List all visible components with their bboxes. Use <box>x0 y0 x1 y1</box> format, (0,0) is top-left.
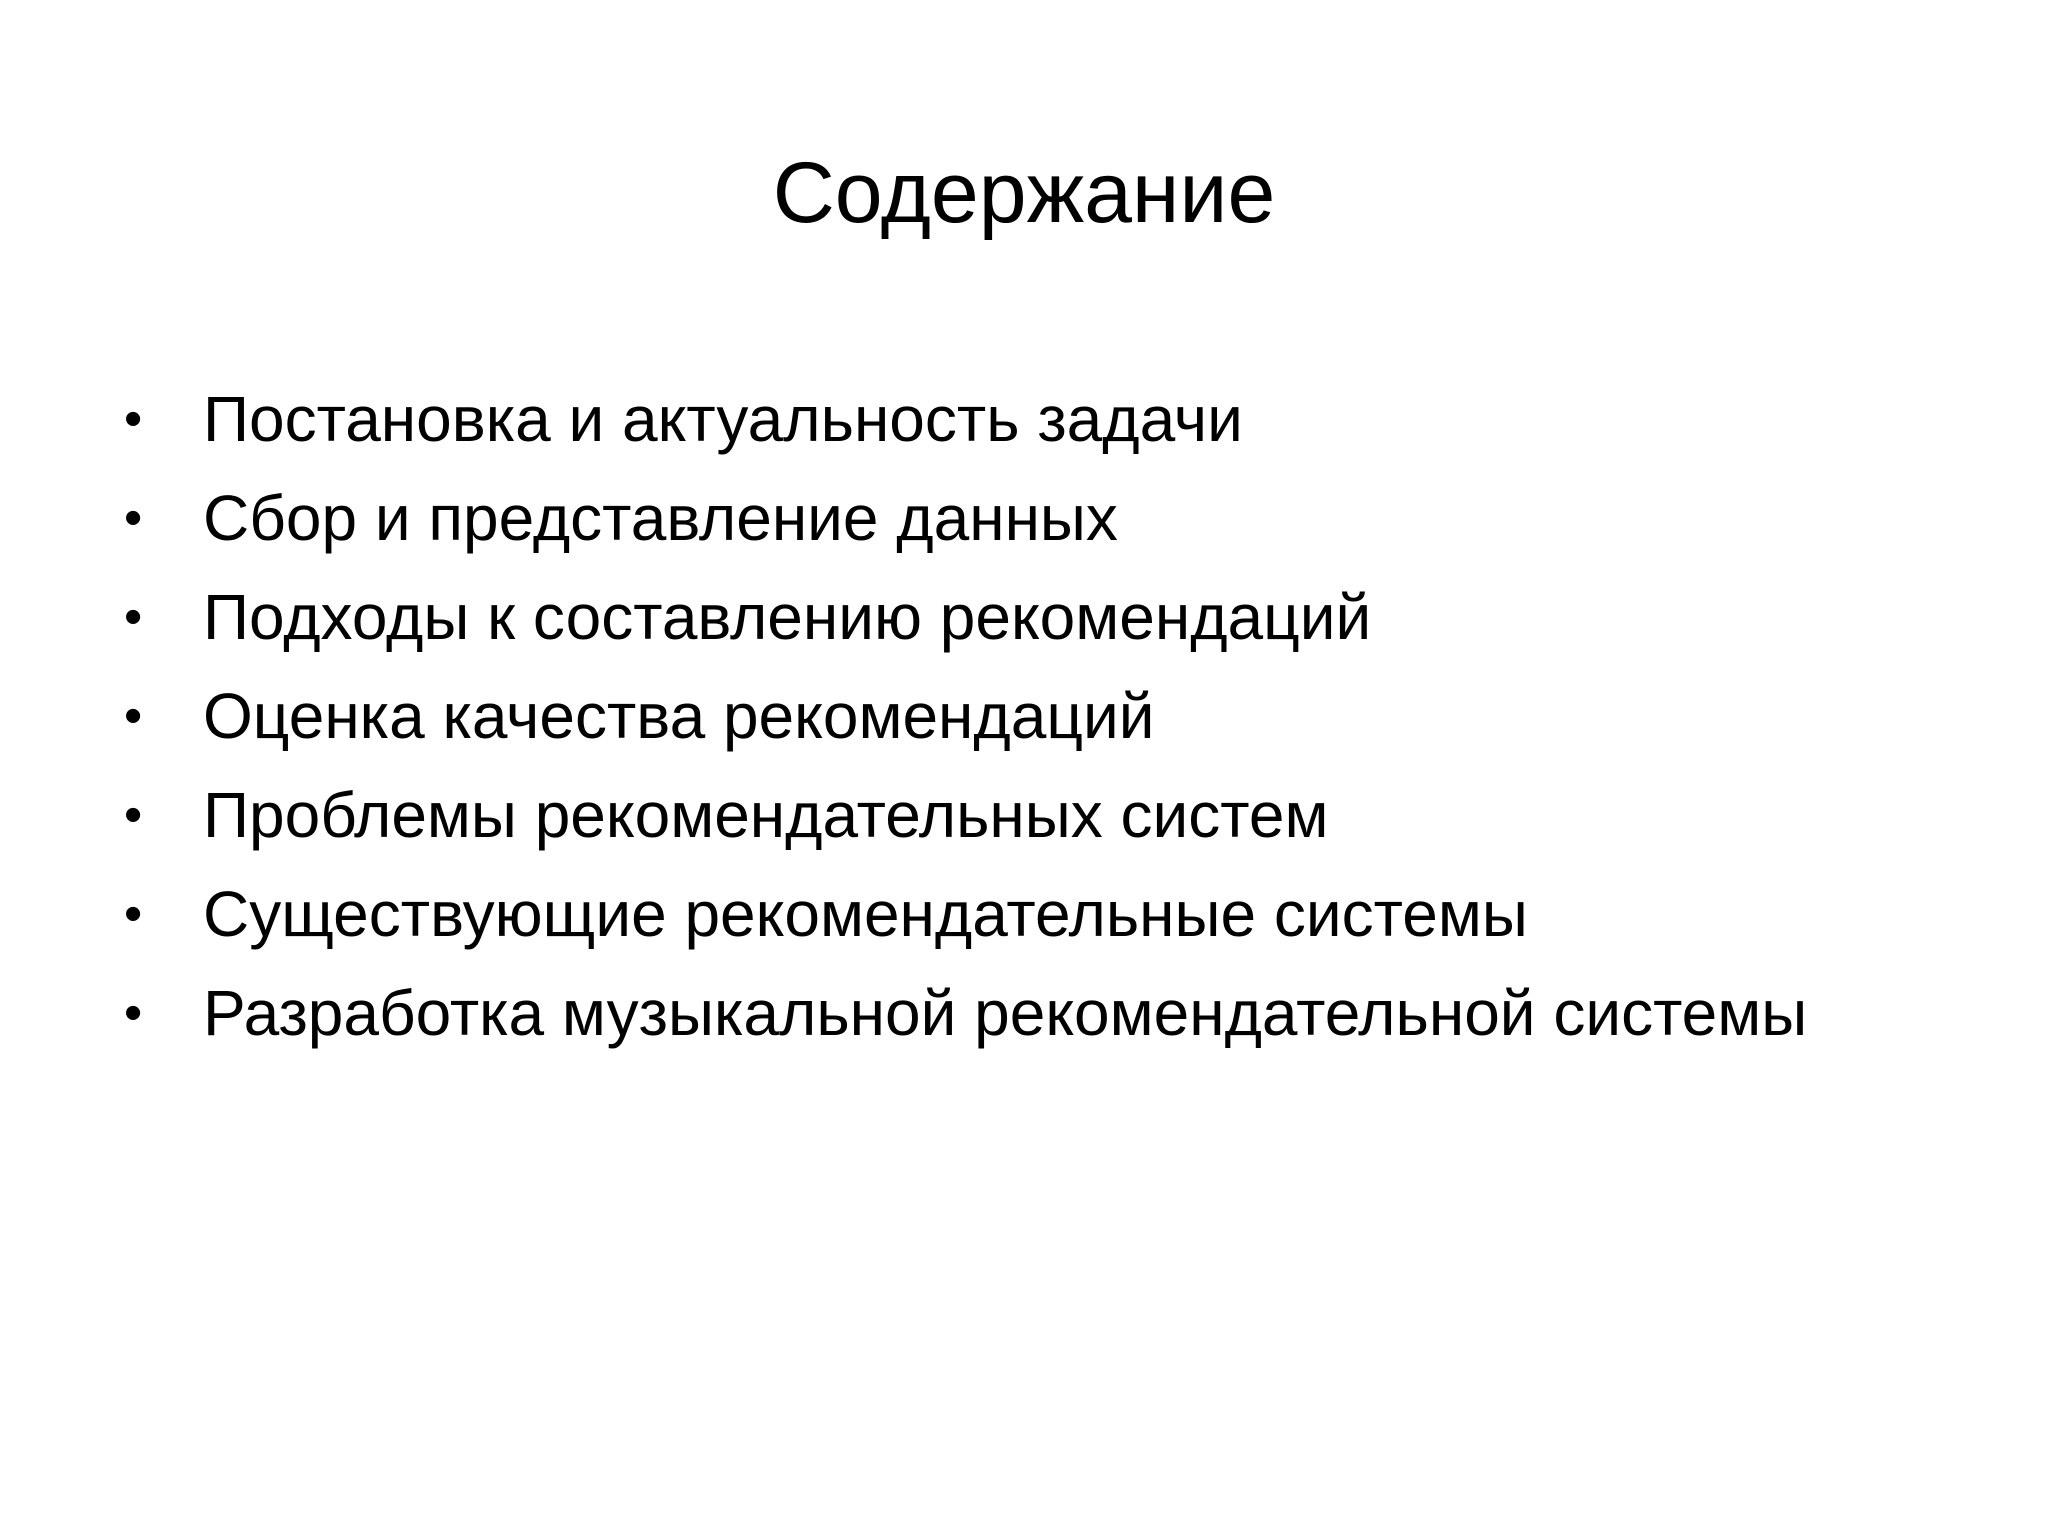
list-item <box>0 667 2048 766</box>
bullet-icon: • <box>124 588 143 646</box>
list-item <box>0 568 2048 667</box>
list-item-label: Существующие рекомендательные системы <box>203 878 1528 950</box>
list-item-label: Проблемы рекомендательных систем <box>203 779 1329 851</box>
slide-title: Содержание <box>772 145 1276 241</box>
list-item <box>0 370 2048 469</box>
list-item <box>0 766 2048 865</box>
bullet-icon: • <box>124 984 143 1042</box>
list-item-label: Сбор и представление данных <box>203 482 1118 554</box>
bullet-icon: • <box>124 786 143 844</box>
list-item-label: Постановка и актуальность задачи <box>203 383 1243 455</box>
list-item <box>0 964 2048 1063</box>
bullet-icon: • <box>124 390 143 448</box>
list-item-label: Подходы к составлению рекомендаций <box>203 581 1372 653</box>
list-item <box>0 469 2048 568</box>
list-item <box>0 865 2048 964</box>
list-item-label: Оценка качества рекомендаций <box>203 680 1155 752</box>
bullet-icon: • <box>124 489 143 547</box>
bullet-list <box>0 370 2048 1063</box>
bullet-icon: • <box>124 687 143 745</box>
bullet-icon: • <box>124 885 143 943</box>
list-item-label: Разработка музыкальной рекомендательной системы <box>203 977 1808 1049</box>
